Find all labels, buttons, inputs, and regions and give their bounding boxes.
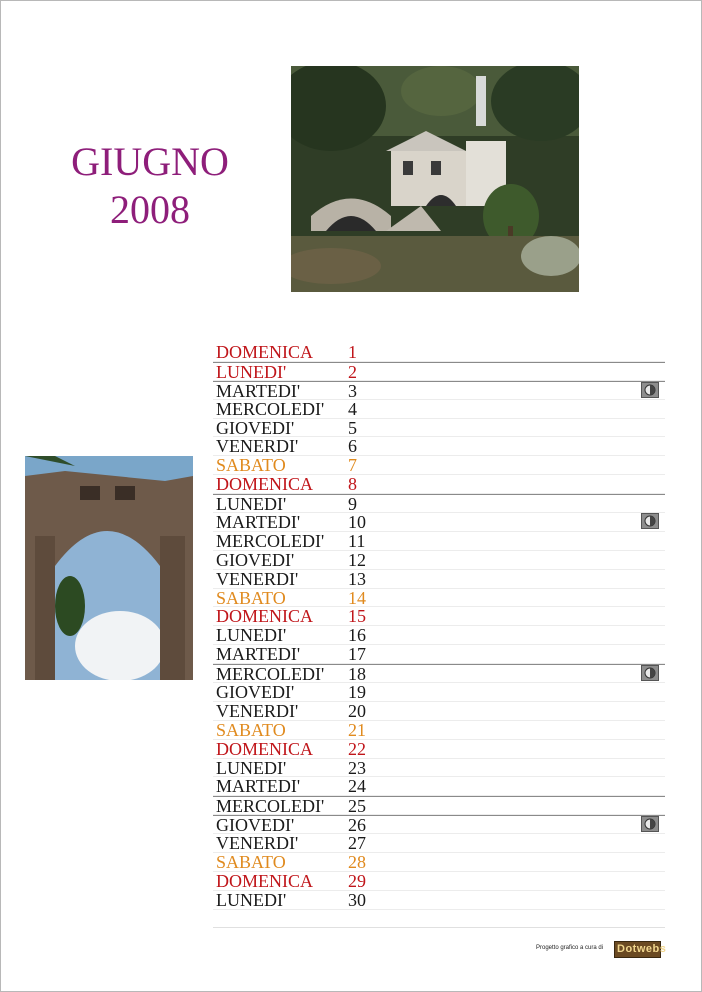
logo-text: Dotwebs <box>617 943 667 955</box>
full-moon-icon <box>641 665 659 681</box>
day-name: VENERDI' <box>216 700 299 721</box>
day-number: 19 <box>348 682 366 703</box>
day-number: 13 <box>348 568 366 589</box>
day-row <box>213 759 665 778</box>
day-name: MARTEDI' <box>216 776 301 797</box>
day-number: 16 <box>348 625 366 646</box>
day-row <box>213 796 665 815</box>
day-row <box>213 456 665 475</box>
day-name: DOMENICA <box>216 342 313 362</box>
footer-divider <box>213 927 665 928</box>
day-name: VENERDI' <box>216 833 299 854</box>
day-number: 12 <box>348 549 366 570</box>
day-row <box>213 607 665 626</box>
calendar-list <box>213 343 665 910</box>
day-name: MARTEDI' <box>216 380 301 401</box>
day-number: 2 <box>348 361 357 382</box>
day-row <box>213 532 665 551</box>
day-number: 26 <box>348 815 366 836</box>
day-number: 1 <box>348 342 357 362</box>
day-name: VENERDI' <box>216 568 299 589</box>
day-row <box>213 381 665 400</box>
day-number: 22 <box>348 738 366 759</box>
day-row <box>213 872 665 891</box>
day-row <box>213 570 665 589</box>
day-name: LUNEDI' <box>216 494 287 515</box>
day-name: MERCOLEDI' <box>216 796 325 817</box>
month-label: GIUGNO <box>71 139 229 184</box>
day-row <box>213 400 665 419</box>
day-number: 20 <box>348 700 366 721</box>
last-quarter-moon-icon <box>641 816 659 832</box>
day-number: 7 <box>348 455 357 476</box>
day-name: MERCOLEDI' <box>216 530 325 551</box>
day-row <box>213 362 665 381</box>
day-number: 24 <box>348 776 366 797</box>
day-name: MARTEDI' <box>216 644 301 665</box>
day-row <box>213 475 665 494</box>
day-row <box>213 702 665 721</box>
day-name: GIOVEDI' <box>216 682 295 703</box>
day-row <box>213 513 665 532</box>
day-name: LUNEDI' <box>216 889 287 910</box>
day-number: 9 <box>348 494 357 515</box>
day-row <box>213 494 665 513</box>
first-quarter-moon-icon <box>641 513 659 529</box>
day-number: 29 <box>348 870 366 891</box>
day-number: 8 <box>348 474 357 495</box>
day-name: VENERDI' <box>216 436 299 457</box>
day-row <box>213 664 665 683</box>
day-name: DOMENICA <box>216 474 313 495</box>
day-row <box>213 815 665 834</box>
day-name: LUNEDI' <box>216 361 287 382</box>
day-name: DOMENICA <box>216 606 313 627</box>
day-row <box>213 853 665 872</box>
page-title <box>50 138 250 234</box>
day-row <box>213 437 665 456</box>
day-row <box>213 777 665 796</box>
day-number: 4 <box>348 398 357 419</box>
day-row <box>213 645 665 664</box>
day-number: 5 <box>348 417 357 438</box>
day-number: 15 <box>348 606 366 627</box>
day-name: SABATO <box>216 455 286 476</box>
day-name: GIOVEDI' <box>216 815 295 836</box>
day-name: LUNEDI' <box>216 757 287 778</box>
day-row <box>213 721 665 740</box>
day-row <box>213 589 665 608</box>
day-name: MERCOLEDI' <box>216 398 325 419</box>
day-name: MERCOLEDI' <box>216 664 325 685</box>
designer-logo <box>614 941 667 958</box>
day-name: SABATO <box>216 587 286 608</box>
day-number: 11 <box>348 530 366 551</box>
day-number: 21 <box>348 719 366 740</box>
day-row <box>213 683 665 702</box>
day-number: 25 <box>348 796 366 817</box>
day-row <box>213 891 665 910</box>
day-number: 18 <box>348 664 366 685</box>
day-name: MARTEDI' <box>216 512 301 533</box>
day-name: SABATO <box>216 852 286 873</box>
arch-photo <box>25 456 193 680</box>
day-number: 30 <box>348 889 366 910</box>
painting-image <box>291 66 579 292</box>
day-row <box>213 343 665 362</box>
day-row <box>213 551 665 570</box>
day-number: 23 <box>348 757 366 778</box>
day-name: DOMENICA <box>216 870 313 891</box>
day-number: 28 <box>348 852 366 873</box>
day-row <box>213 834 665 853</box>
day-number: 3 <box>348 380 357 401</box>
day-name: SABATO <box>216 719 286 740</box>
day-number: 6 <box>348 436 357 457</box>
day-number: 17 <box>348 644 366 665</box>
day-name: GIOVEDI' <box>216 417 295 438</box>
day-number: 27 <box>348 833 366 854</box>
year-label: 2008 <box>110 187 190 232</box>
day-row <box>213 740 665 759</box>
day-number: 10 <box>348 512 366 533</box>
new-moon-icon <box>641 382 659 398</box>
day-name: GIOVEDI' <box>216 549 295 570</box>
day-row <box>213 626 665 645</box>
day-name: DOMENICA <box>216 738 313 759</box>
day-number: 14 <box>348 587 366 608</box>
credit-text: Progetto grafico a cura di <box>536 945 604 951</box>
day-row <box>213 419 665 438</box>
day-name: LUNEDI' <box>216 625 287 646</box>
